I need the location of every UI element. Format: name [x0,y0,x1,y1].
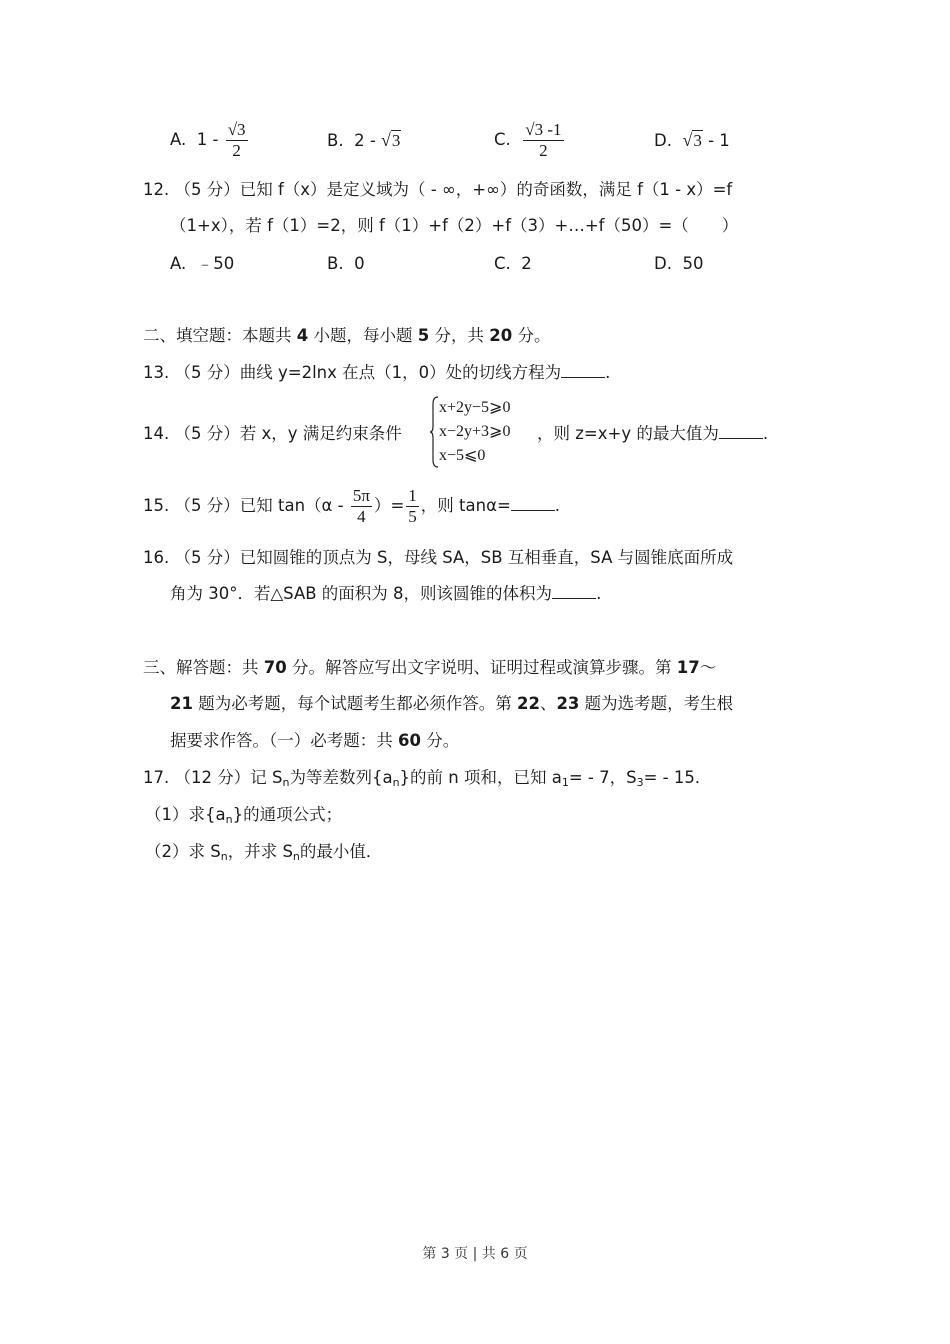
section-2-heading [143,324,550,348]
q11-option-b [327,128,401,153]
constraint-system [429,396,549,472]
q16-line1 [143,546,733,570]
option-label: B. [327,254,344,273]
radicand: 3 [693,131,702,150]
question-count: 4 [296,326,309,345]
heading-text: 、 [539,694,557,713]
q12-option-a [170,252,234,276]
punctuation: . [762,424,769,443]
constraint-2: x−2y+3⩾0 [439,423,511,440]
question-text: （2）求 S [145,842,221,861]
question-text: 为等差数列{a [289,768,393,787]
question-text: ）= [373,496,405,515]
punctuation: . [605,363,611,382]
q11-option-c [494,120,566,161]
subscript: n [392,776,400,789]
heading-text: 分。 [517,326,551,345]
square-root: √3 [381,130,401,150]
fraction-numerator: √3 [227,120,246,139]
answer-blank [719,422,763,439]
question-text: 角为 30°．若△SAB 的面积为 8，则该圆锥的体积为 [170,584,553,603]
answer-blank [561,361,605,378]
radicand: 3 [391,131,401,150]
subscript: n [292,850,300,863]
heading-text: 分。 [426,731,460,750]
question-text: ，并求 S [227,842,293,861]
question-range-end: 21 [170,694,193,713]
left-brace-icon [429,396,439,468]
option-label: D. [654,254,672,273]
q12-line2 [170,214,738,238]
heading-text: 分。解答应写出文字说明、证明过程或演算步骤。第 [291,658,672,677]
optional-question: 23 [556,694,580,713]
q17 [143,766,711,795]
option-value: ﹣50 [196,254,235,273]
section-3-heading-line2 [170,692,733,716]
heading-text: 三、解答题：共 [143,658,259,677]
heading-text: 据要求作答。（一）必考题：共 [170,731,393,750]
option-label: D. [654,131,672,150]
answer-blank [511,494,555,511]
option-suffix: - 1 [708,131,730,150]
question-text: （12 分）记 S [174,768,283,787]
question-text: （5 分）已知 tan（α - [174,496,344,515]
subscript: 3 [636,776,644,789]
punctuation: . [554,496,561,515]
fraction-numerator: 1 [408,486,417,505]
question-text: （1）求{a [145,805,226,824]
subscript: 1 [561,776,569,789]
required-score-total: 60 [398,731,421,750]
q12-line1 [143,178,732,202]
fraction-numerator: √3 -1 [525,120,562,139]
question-text: （5 分）曲线 y=2lnx 在点（1，0）处的切线方程为 [174,363,562,382]
fraction [523,120,563,161]
q12-option-b [327,252,365,276]
question-text: （5 分）已知 f（x）是定义域为（ - ∞，+∞）的奇函数，满足 f（1 - x）=f [174,180,733,199]
question-text: 的最小值． [299,842,383,861]
fraction-denominator: 4 [357,507,366,526]
q17-part2 [145,840,382,869]
q14 [143,422,402,446]
question-number: 13. [143,363,170,382]
constraint-1: x+2y−5⩾0 [439,399,511,416]
constraint-cases [439,396,510,468]
fraction-denominator: 5 [408,507,417,526]
score-each: 5 [417,326,430,345]
page-footer: 第 3 页 | 共 6 页 [422,1246,528,1262]
score-total: 70 [263,658,287,677]
question-range-start: 17 [676,658,700,677]
q14-tail [537,422,768,446]
score-total: 20 [489,326,513,345]
option-label: A. [170,130,187,149]
question-text: }的通项公式； [232,805,343,824]
punctuation: . [596,584,602,603]
option-label: C. [494,130,511,149]
q12-option-c [494,252,532,276]
heading-text: ～ [699,658,717,677]
fraction [226,120,248,161]
fraction-denominator: 2 [539,141,548,160]
q13 [143,361,610,385]
option-value: 2 [521,254,532,273]
question-number: 17. [143,768,170,787]
square-root: √3 [682,130,702,150]
constraint-3: x−5⩽0 [439,447,486,464]
answer-blank [552,582,596,599]
question-number: 12. [143,180,170,199]
q11-option-a [170,120,250,161]
heading-text: 分，共 [434,326,484,345]
option-label: B. [327,131,344,150]
heading-text: 题为必考题，每个试题考生都必须作答。第 [198,694,512,713]
question-text: ，则 z=x+y 的最大值为 [537,424,719,443]
question-number: 16. [143,548,170,567]
subscript: n [220,850,228,863]
q17-part1 [145,803,342,832]
option-value: 50 [682,254,704,273]
heading-text: 小题，每小题 [313,326,413,345]
fraction [406,486,419,527]
heading-text: 题为选考题，考生根 [584,694,734,713]
section-3-heading-line3 [170,729,459,753]
subscript: n [225,813,233,826]
option-value: 0 [354,254,365,273]
option-label: C. [494,254,511,273]
q15 [143,484,560,528]
question-text: = - 15． [643,768,712,787]
option-prefix: 2 - [354,131,376,150]
question-number: 14. [143,424,170,443]
fraction-numerator: 5π [352,486,370,505]
q16-line2 [170,582,601,606]
q11-option-d [654,128,730,153]
section-3-heading-line1 [143,656,716,680]
optional-question: 22 [516,694,540,713]
question-text: ，则 tanα= [420,496,511,515]
q12-option-d [654,252,703,276]
question-text: = - 7，S [568,768,637,787]
question-text: （5 分）已知圆锥的顶点为 S，母线 SA，SB 互相垂直，SA 与圆锥底面所成 [174,548,734,567]
subscript: n [282,776,290,789]
question-text: }的前 n 项和，已知 a [399,768,562,787]
heading-text: 二、填空题：本题共 [143,326,292,345]
question-number: 15. [143,496,170,515]
option-label: A. [170,254,187,273]
question-text: （1+x），若 f（1）=2，则 f（1）+f（2）+f（3）+…+f（50）=（ ） [170,216,739,235]
fraction-denominator: 2 [232,141,241,160]
fraction [351,486,372,527]
option-prefix: 1 - [196,130,219,149]
question-text: （5 分）若 x，y 满足约束条件 [174,424,402,443]
